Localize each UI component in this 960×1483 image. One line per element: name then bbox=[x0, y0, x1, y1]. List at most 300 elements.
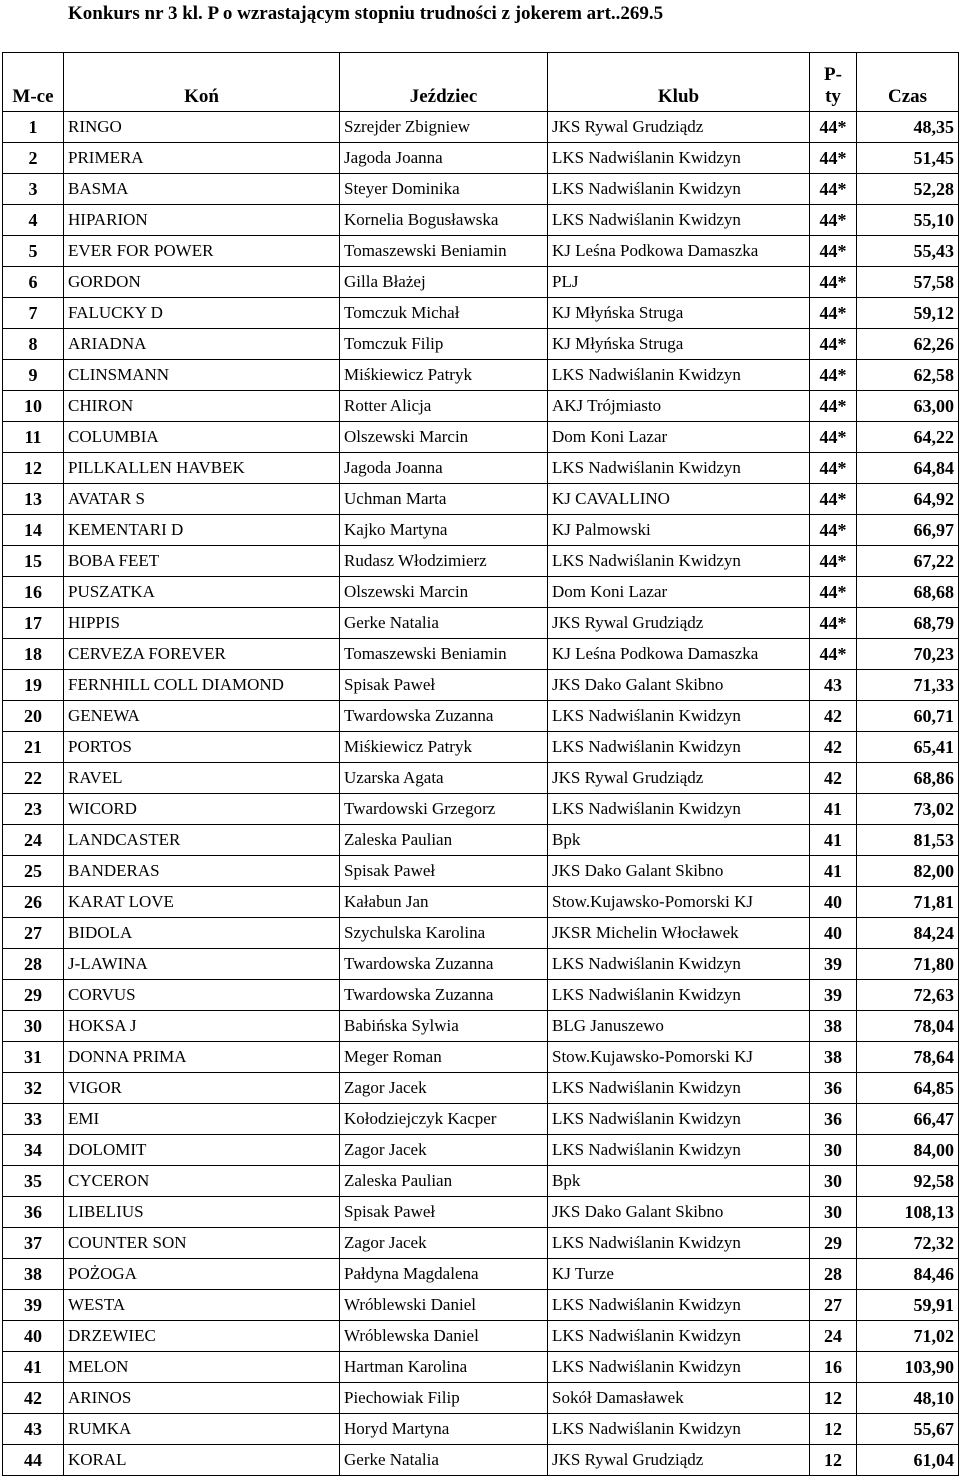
cell-time: 73,02 bbox=[857, 794, 959, 825]
cell-time: 72,63 bbox=[857, 980, 959, 1011]
cell-place: 17 bbox=[3, 608, 64, 639]
cell-rider: Uchman Marta bbox=[340, 484, 548, 515]
cell-points: 30 bbox=[810, 1197, 857, 1228]
cell-horse: EMI bbox=[64, 1104, 340, 1135]
cell-points: 44* bbox=[810, 391, 857, 422]
cell-rider: Zagor Jacek bbox=[340, 1135, 548, 1166]
cell-club: KJ CAVALLINO bbox=[548, 484, 810, 515]
cell-points: 38 bbox=[810, 1011, 857, 1042]
cell-place: 40 bbox=[3, 1321, 64, 1352]
cell-time: 92,58 bbox=[857, 1166, 959, 1197]
table-row bbox=[3, 1042, 959, 1073]
cell-rider: Miśkiewicz Patryk bbox=[340, 360, 548, 391]
cell-club: LKS Nadwiślanin Kwidzyn bbox=[548, 1290, 810, 1321]
cell-points: 40 bbox=[810, 918, 857, 949]
cell-rider: Twardowska Zuzanna bbox=[340, 980, 548, 1011]
cell-place: 43 bbox=[3, 1414, 64, 1445]
cell-points: 41 bbox=[810, 794, 857, 825]
cell-club: LKS Nadwiślanin Kwidzyn bbox=[548, 1135, 810, 1166]
cell-points: 44* bbox=[810, 112, 857, 143]
cell-horse: GENEWA bbox=[64, 701, 340, 732]
cell-club: LKS Nadwiślanin Kwidzyn bbox=[548, 453, 810, 484]
table-row bbox=[3, 639, 959, 670]
table-row bbox=[3, 608, 959, 639]
table-row bbox=[3, 1228, 959, 1259]
cell-club: LKS Nadwiślanin Kwidzyn bbox=[548, 1414, 810, 1445]
table-row bbox=[3, 1011, 959, 1042]
cell-club: JKS Rywal Grudziądz bbox=[548, 608, 810, 639]
cell-horse: J-LAWINA bbox=[64, 949, 340, 980]
cell-points: 30 bbox=[810, 1135, 857, 1166]
cell-rider: Zagor Jacek bbox=[340, 1228, 548, 1259]
cell-points: 27 bbox=[810, 1290, 857, 1321]
cell-place: 9 bbox=[3, 360, 64, 391]
cell-club: KJ Młyńska Struga bbox=[548, 329, 810, 360]
cell-time: 55,43 bbox=[857, 236, 959, 267]
cell-horse: COLUMBIA bbox=[64, 422, 340, 453]
cell-place: 29 bbox=[3, 980, 64, 1011]
cell-rider: Rudasz Włodzimierz bbox=[340, 546, 548, 577]
cell-points: 29 bbox=[810, 1228, 857, 1259]
cell-place: 33 bbox=[3, 1104, 64, 1135]
table-row bbox=[3, 112, 959, 143]
cell-horse: PILLKALLEN HAVBEK bbox=[64, 453, 340, 484]
cell-points: 44* bbox=[810, 515, 857, 546]
cell-horse: CHIRON bbox=[64, 391, 340, 422]
cell-horse: POŻOGA bbox=[64, 1259, 340, 1290]
cell-points: 28 bbox=[810, 1259, 857, 1290]
cell-time: 108,13 bbox=[857, 1197, 959, 1228]
cell-club: JKS Rywal Grudziądz bbox=[548, 112, 810, 143]
cell-points: 44* bbox=[810, 174, 857, 205]
cell-time: 71,33 bbox=[857, 670, 959, 701]
cell-time: 52,28 bbox=[857, 174, 959, 205]
cell-rider: Olszewski Marcin bbox=[340, 577, 548, 608]
cell-horse: RUMKA bbox=[64, 1414, 340, 1445]
cell-rider: Tomaszewski Beniamin bbox=[340, 236, 548, 267]
cell-rider: Twardowski Grzegorz bbox=[340, 794, 548, 825]
cell-rider: Tomczuk Michał bbox=[340, 298, 548, 329]
cell-club: LKS Nadwiślanin Kwidzyn bbox=[548, 1228, 810, 1259]
cell-time: 71,81 bbox=[857, 887, 959, 918]
results-table bbox=[2, 52, 959, 1476]
cell-time: 103,90 bbox=[857, 1352, 959, 1383]
table-row bbox=[3, 763, 959, 794]
cell-place: 38 bbox=[3, 1259, 64, 1290]
header-place: M-ce bbox=[3, 53, 64, 112]
cell-place: 44 bbox=[3, 1445, 64, 1476]
table-row bbox=[3, 1073, 959, 1104]
cell-time: 68,68 bbox=[857, 577, 959, 608]
table-row bbox=[3, 515, 959, 546]
cell-place: 10 bbox=[3, 391, 64, 422]
cell-rider: Wróblewski Daniel bbox=[340, 1290, 548, 1321]
cell-place: 25 bbox=[3, 856, 64, 887]
cell-club: KJ Leśna Podkowa Damaszka bbox=[548, 639, 810, 670]
table-row bbox=[3, 732, 959, 763]
cell-points: 36 bbox=[810, 1104, 857, 1135]
cell-rider: Steyer Dominika bbox=[340, 174, 548, 205]
cell-horse: BOBA FEET bbox=[64, 546, 340, 577]
cell-rider: Zagor Jacek bbox=[340, 1073, 548, 1104]
cell-time: 78,64 bbox=[857, 1042, 959, 1073]
cell-rider: Gerke Natalia bbox=[340, 608, 548, 639]
cell-place: 22 bbox=[3, 763, 64, 794]
cell-horse: BIDOLA bbox=[64, 918, 340, 949]
cell-club: Dom Koni Lazar bbox=[548, 577, 810, 608]
cell-horse: COUNTER SON bbox=[64, 1228, 340, 1259]
cell-points: 44* bbox=[810, 546, 857, 577]
header-club: Klub bbox=[548, 53, 810, 112]
cell-points: 44* bbox=[810, 422, 857, 453]
cell-rider: Gerke Natalia bbox=[340, 1445, 548, 1476]
cell-place: 20 bbox=[3, 701, 64, 732]
table-row bbox=[3, 236, 959, 267]
cell-rider: Spisak Paweł bbox=[340, 1197, 548, 1228]
table-row bbox=[3, 329, 959, 360]
cell-club: JKS Rywal Grudziądz bbox=[548, 763, 810, 794]
cell-place: 30 bbox=[3, 1011, 64, 1042]
header-points-line1: P- bbox=[824, 64, 842, 85]
cell-time: 60,71 bbox=[857, 701, 959, 732]
table-row bbox=[3, 174, 959, 205]
cell-club: JKS Dako Galant Skibno bbox=[548, 856, 810, 887]
cell-rider: Kornelia Bogusławska bbox=[340, 205, 548, 236]
cell-horse: MELON bbox=[64, 1352, 340, 1383]
table-row bbox=[3, 918, 959, 949]
cell-horse: GORDON bbox=[64, 267, 340, 298]
header-points bbox=[810, 53, 857, 112]
cell-club: Stow.Kujawsko-Pomorski KJ bbox=[548, 887, 810, 918]
cell-time: 82,00 bbox=[857, 856, 959, 887]
cell-points: 41 bbox=[810, 825, 857, 856]
cell-club: LKS Nadwiślanin Kwidzyn bbox=[548, 143, 810, 174]
cell-horse: HIPARION bbox=[64, 205, 340, 236]
cell-club: KJ Palmowski bbox=[548, 515, 810, 546]
cell-rider: Wróblewska Daniel bbox=[340, 1321, 548, 1352]
cell-time: 66,47 bbox=[857, 1104, 959, 1135]
cell-place: 28 bbox=[3, 949, 64, 980]
cell-time: 48,35 bbox=[857, 112, 959, 143]
table-row bbox=[3, 1383, 959, 1414]
cell-rider: Spisak Paweł bbox=[340, 670, 548, 701]
cell-time: 62,58 bbox=[857, 360, 959, 391]
cell-place: 16 bbox=[3, 577, 64, 608]
table-row bbox=[3, 825, 959, 856]
cell-club: BLG Januszewo bbox=[548, 1011, 810, 1042]
cell-horse: LANDCASTER bbox=[64, 825, 340, 856]
cell-place: 34 bbox=[3, 1135, 64, 1166]
table-row bbox=[3, 453, 959, 484]
cell-horse: KORAL bbox=[64, 1445, 340, 1476]
cell-horse: WESTA bbox=[64, 1290, 340, 1321]
cell-place: 19 bbox=[3, 670, 64, 701]
cell-points: 12 bbox=[810, 1445, 857, 1476]
cell-points: 44* bbox=[810, 329, 857, 360]
cell-time: 67,22 bbox=[857, 546, 959, 577]
cell-horse: EVER FOR POWER bbox=[64, 236, 340, 267]
cell-horse: KEMENTARI D bbox=[64, 515, 340, 546]
table-row bbox=[3, 267, 959, 298]
table-row bbox=[3, 670, 959, 701]
table-row bbox=[3, 1414, 959, 1445]
cell-place: 36 bbox=[3, 1197, 64, 1228]
cell-club: Bpk bbox=[548, 1166, 810, 1197]
table-row bbox=[3, 856, 959, 887]
cell-place: 11 bbox=[3, 422, 64, 453]
cell-horse: BANDERAS bbox=[64, 856, 340, 887]
cell-points: 44* bbox=[810, 298, 857, 329]
cell-rider: Pałdyna Magdalena bbox=[340, 1259, 548, 1290]
cell-place: 26 bbox=[3, 887, 64, 918]
cell-horse: KARAT LOVE bbox=[64, 887, 340, 918]
cell-place: 4 bbox=[3, 205, 64, 236]
cell-horse: ARIADNA bbox=[64, 329, 340, 360]
table-row bbox=[3, 1104, 959, 1135]
cell-club: JKS Rywal Grudziądz bbox=[548, 1445, 810, 1476]
cell-place: 42 bbox=[3, 1383, 64, 1414]
cell-time: 66,97 bbox=[857, 515, 959, 546]
cell-rider: Twardowska Zuzanna bbox=[340, 701, 548, 732]
cell-horse: CORVUS bbox=[64, 980, 340, 1011]
cell-time: 72,32 bbox=[857, 1228, 959, 1259]
cell-rider: Gilla Błażej bbox=[340, 267, 548, 298]
cell-points: 44* bbox=[810, 205, 857, 236]
cell-place: 12 bbox=[3, 453, 64, 484]
cell-time: 48,10 bbox=[857, 1383, 959, 1414]
cell-rider: Miśkiewicz Patryk bbox=[340, 732, 548, 763]
table-header-row bbox=[3, 53, 959, 112]
cell-points: 40 bbox=[810, 887, 857, 918]
cell-place: 1 bbox=[3, 112, 64, 143]
cell-club: Sokół Damasławek bbox=[548, 1383, 810, 1414]
cell-rider: Tomaszewski Beniamin bbox=[340, 639, 548, 670]
table-row bbox=[3, 546, 959, 577]
cell-time: 55,67 bbox=[857, 1414, 959, 1445]
table-row bbox=[3, 298, 959, 329]
cell-points: 30 bbox=[810, 1166, 857, 1197]
cell-place: 23 bbox=[3, 794, 64, 825]
cell-rider: Jagoda Joanna bbox=[340, 143, 548, 174]
cell-place: 5 bbox=[3, 236, 64, 267]
cell-rider: Twardowska Zuzanna bbox=[340, 949, 548, 980]
cell-time: 63,00 bbox=[857, 391, 959, 422]
table-row bbox=[3, 577, 959, 608]
cell-points: 43 bbox=[810, 670, 857, 701]
cell-club: Bpk bbox=[548, 825, 810, 856]
table-row bbox=[3, 980, 959, 1011]
header-horse: Koń bbox=[64, 53, 340, 112]
cell-points: 42 bbox=[810, 701, 857, 732]
cell-points: 44* bbox=[810, 639, 857, 670]
cell-points: 24 bbox=[810, 1321, 857, 1352]
table-row bbox=[3, 422, 959, 453]
cell-time: 64,92 bbox=[857, 484, 959, 515]
table-row bbox=[3, 143, 959, 174]
cell-place: 13 bbox=[3, 484, 64, 515]
cell-time: 70,23 bbox=[857, 639, 959, 670]
cell-horse: VIGOR bbox=[64, 1073, 340, 1104]
cell-place: 32 bbox=[3, 1073, 64, 1104]
table-row bbox=[3, 887, 959, 918]
cell-time: 55,10 bbox=[857, 205, 959, 236]
cell-horse: BASMA bbox=[64, 174, 340, 205]
cell-horse: AVATAR S bbox=[64, 484, 340, 515]
cell-club: LKS Nadwiślanin Kwidzyn bbox=[548, 174, 810, 205]
cell-points: 12 bbox=[810, 1383, 857, 1414]
cell-horse: PORTOS bbox=[64, 732, 340, 763]
cell-points: 44* bbox=[810, 453, 857, 484]
cell-club: KJ Leśna Podkowa Damaszka bbox=[548, 236, 810, 267]
table-row bbox=[3, 205, 959, 236]
cell-time: 65,41 bbox=[857, 732, 959, 763]
cell-place: 18 bbox=[3, 639, 64, 670]
cell-place: 41 bbox=[3, 1352, 64, 1383]
cell-club: LKS Nadwiślanin Kwidzyn bbox=[548, 1104, 810, 1135]
cell-horse: RINGO bbox=[64, 112, 340, 143]
cell-club: LKS Nadwiślanin Kwidzyn bbox=[548, 546, 810, 577]
cell-club: LKS Nadwiślanin Kwidzyn bbox=[548, 1073, 810, 1104]
cell-rider: Olszewski Marcin bbox=[340, 422, 548, 453]
cell-time: 61,04 bbox=[857, 1445, 959, 1476]
cell-time: 59,91 bbox=[857, 1290, 959, 1321]
table-row bbox=[3, 1445, 959, 1476]
table-row bbox=[3, 1290, 959, 1321]
table-row bbox=[3, 794, 959, 825]
cell-rider: Zaleska Paulian bbox=[340, 825, 548, 856]
cell-time: 71,02 bbox=[857, 1321, 959, 1352]
cell-points: 39 bbox=[810, 949, 857, 980]
cell-time: 64,22 bbox=[857, 422, 959, 453]
cell-horse: PRIMERA bbox=[64, 143, 340, 174]
cell-place: 7 bbox=[3, 298, 64, 329]
cell-horse: FALUCKY D bbox=[64, 298, 340, 329]
cell-points: 44* bbox=[810, 267, 857, 298]
cell-time: 68,86 bbox=[857, 763, 959, 794]
cell-points: 44* bbox=[810, 143, 857, 174]
cell-time: 59,12 bbox=[857, 298, 959, 329]
cell-points: 16 bbox=[810, 1352, 857, 1383]
cell-place: 6 bbox=[3, 267, 64, 298]
table-row bbox=[3, 1197, 959, 1228]
cell-time: 84,24 bbox=[857, 918, 959, 949]
cell-time: 81,53 bbox=[857, 825, 959, 856]
cell-place: 21 bbox=[3, 732, 64, 763]
cell-points: 42 bbox=[810, 732, 857, 763]
competition-title: Konkurs nr 3 kl. P o wzrastającym stopniu trudności z jokerem art..269.5 bbox=[68, 3, 664, 24]
cell-horse: DRZEWIEC bbox=[64, 1321, 340, 1352]
cell-place: 2 bbox=[3, 143, 64, 174]
cell-club: KJ Turze bbox=[548, 1259, 810, 1290]
cell-rider: Spisak Paweł bbox=[340, 856, 548, 887]
cell-club: LKS Nadwiślanin Kwidzyn bbox=[548, 980, 810, 1011]
cell-rider: Piechowiak Filip bbox=[340, 1383, 548, 1414]
header-time: Czas bbox=[857, 53, 959, 112]
cell-club: LKS Nadwiślanin Kwidzyn bbox=[548, 360, 810, 391]
table-row bbox=[3, 1259, 959, 1290]
cell-rider: Rotter Alicja bbox=[340, 391, 548, 422]
cell-place: 31 bbox=[3, 1042, 64, 1073]
cell-club: LKS Nadwiślanin Kwidzyn bbox=[548, 794, 810, 825]
cell-time: 64,85 bbox=[857, 1073, 959, 1104]
cell-horse: FERNHILL COLL DIAMOND bbox=[64, 670, 340, 701]
table-row bbox=[3, 1352, 959, 1383]
cell-place: 39 bbox=[3, 1290, 64, 1321]
cell-rider: Kołodziejczyk Kacper bbox=[340, 1104, 548, 1135]
table-row bbox=[3, 360, 959, 391]
cell-rider: Meger Roman bbox=[340, 1042, 548, 1073]
table-row bbox=[3, 1166, 959, 1197]
cell-place: 35 bbox=[3, 1166, 64, 1197]
cell-place: 15 bbox=[3, 546, 64, 577]
cell-club: Dom Koni Lazar bbox=[548, 422, 810, 453]
header-rider: Jeździec bbox=[340, 53, 548, 112]
cell-club: LKS Nadwiślanin Kwidzyn bbox=[548, 205, 810, 236]
cell-time: 64,84 bbox=[857, 453, 959, 484]
cell-rider: Babińska Sylwia bbox=[340, 1011, 548, 1042]
cell-rider: Jagoda Joanna bbox=[340, 453, 548, 484]
cell-club: LKS Nadwiślanin Kwidzyn bbox=[548, 732, 810, 763]
cell-club: LKS Nadwiślanin Kwidzyn bbox=[548, 949, 810, 980]
cell-club: AKJ Trójmiasto bbox=[548, 391, 810, 422]
cell-rider: Kałabun Jan bbox=[340, 887, 548, 918]
cell-time: 57,58 bbox=[857, 267, 959, 298]
cell-horse: HIPPIS bbox=[64, 608, 340, 639]
cell-club: JKS Dako Galant Skibno bbox=[548, 670, 810, 701]
cell-points: 41 bbox=[810, 856, 857, 887]
cell-horse: CYCERON bbox=[64, 1166, 340, 1197]
cell-points: 44* bbox=[810, 577, 857, 608]
cell-place: 27 bbox=[3, 918, 64, 949]
cell-points: 38 bbox=[810, 1042, 857, 1073]
table-row bbox=[3, 391, 959, 422]
table-row bbox=[3, 949, 959, 980]
cell-points: 39 bbox=[810, 980, 857, 1011]
cell-rider: Zaleska Paulian bbox=[340, 1166, 548, 1197]
cell-time: 84,46 bbox=[857, 1259, 959, 1290]
cell-time: 51,45 bbox=[857, 143, 959, 174]
cell-club: LKS Nadwiślanin Kwidzyn bbox=[548, 1352, 810, 1383]
cell-horse: CLINSMANN bbox=[64, 360, 340, 391]
cell-points: 44* bbox=[810, 608, 857, 639]
cell-points: 36 bbox=[810, 1073, 857, 1104]
cell-rider: Szychulska Karolina bbox=[340, 918, 548, 949]
cell-points: 44* bbox=[810, 484, 857, 515]
cell-horse: CERVEZA FOREVER bbox=[64, 639, 340, 670]
cell-horse: RAVEL bbox=[64, 763, 340, 794]
table-row bbox=[3, 1321, 959, 1352]
cell-rider: Hartman Karolina bbox=[340, 1352, 548, 1383]
header-points-line2: ty bbox=[825, 86, 841, 107]
cell-time: 62,26 bbox=[857, 329, 959, 360]
table-row bbox=[3, 701, 959, 732]
cell-rider: Kajko Martyna bbox=[340, 515, 548, 546]
table-row bbox=[3, 484, 959, 515]
cell-rider: Horyd Martyna bbox=[340, 1414, 548, 1445]
table-row bbox=[3, 1135, 959, 1166]
cell-club: PLJ bbox=[548, 267, 810, 298]
cell-place: 37 bbox=[3, 1228, 64, 1259]
results-body bbox=[3, 112, 959, 1476]
cell-time: 84,00 bbox=[857, 1135, 959, 1166]
cell-horse: HOKSA J bbox=[64, 1011, 340, 1042]
cell-club: JKSR Michelin Włocławek bbox=[548, 918, 810, 949]
cell-points: 42 bbox=[810, 763, 857, 794]
cell-place: 8 bbox=[3, 329, 64, 360]
cell-points: 44* bbox=[810, 236, 857, 267]
cell-time: 68,79 bbox=[857, 608, 959, 639]
cell-time: 78,04 bbox=[857, 1011, 959, 1042]
